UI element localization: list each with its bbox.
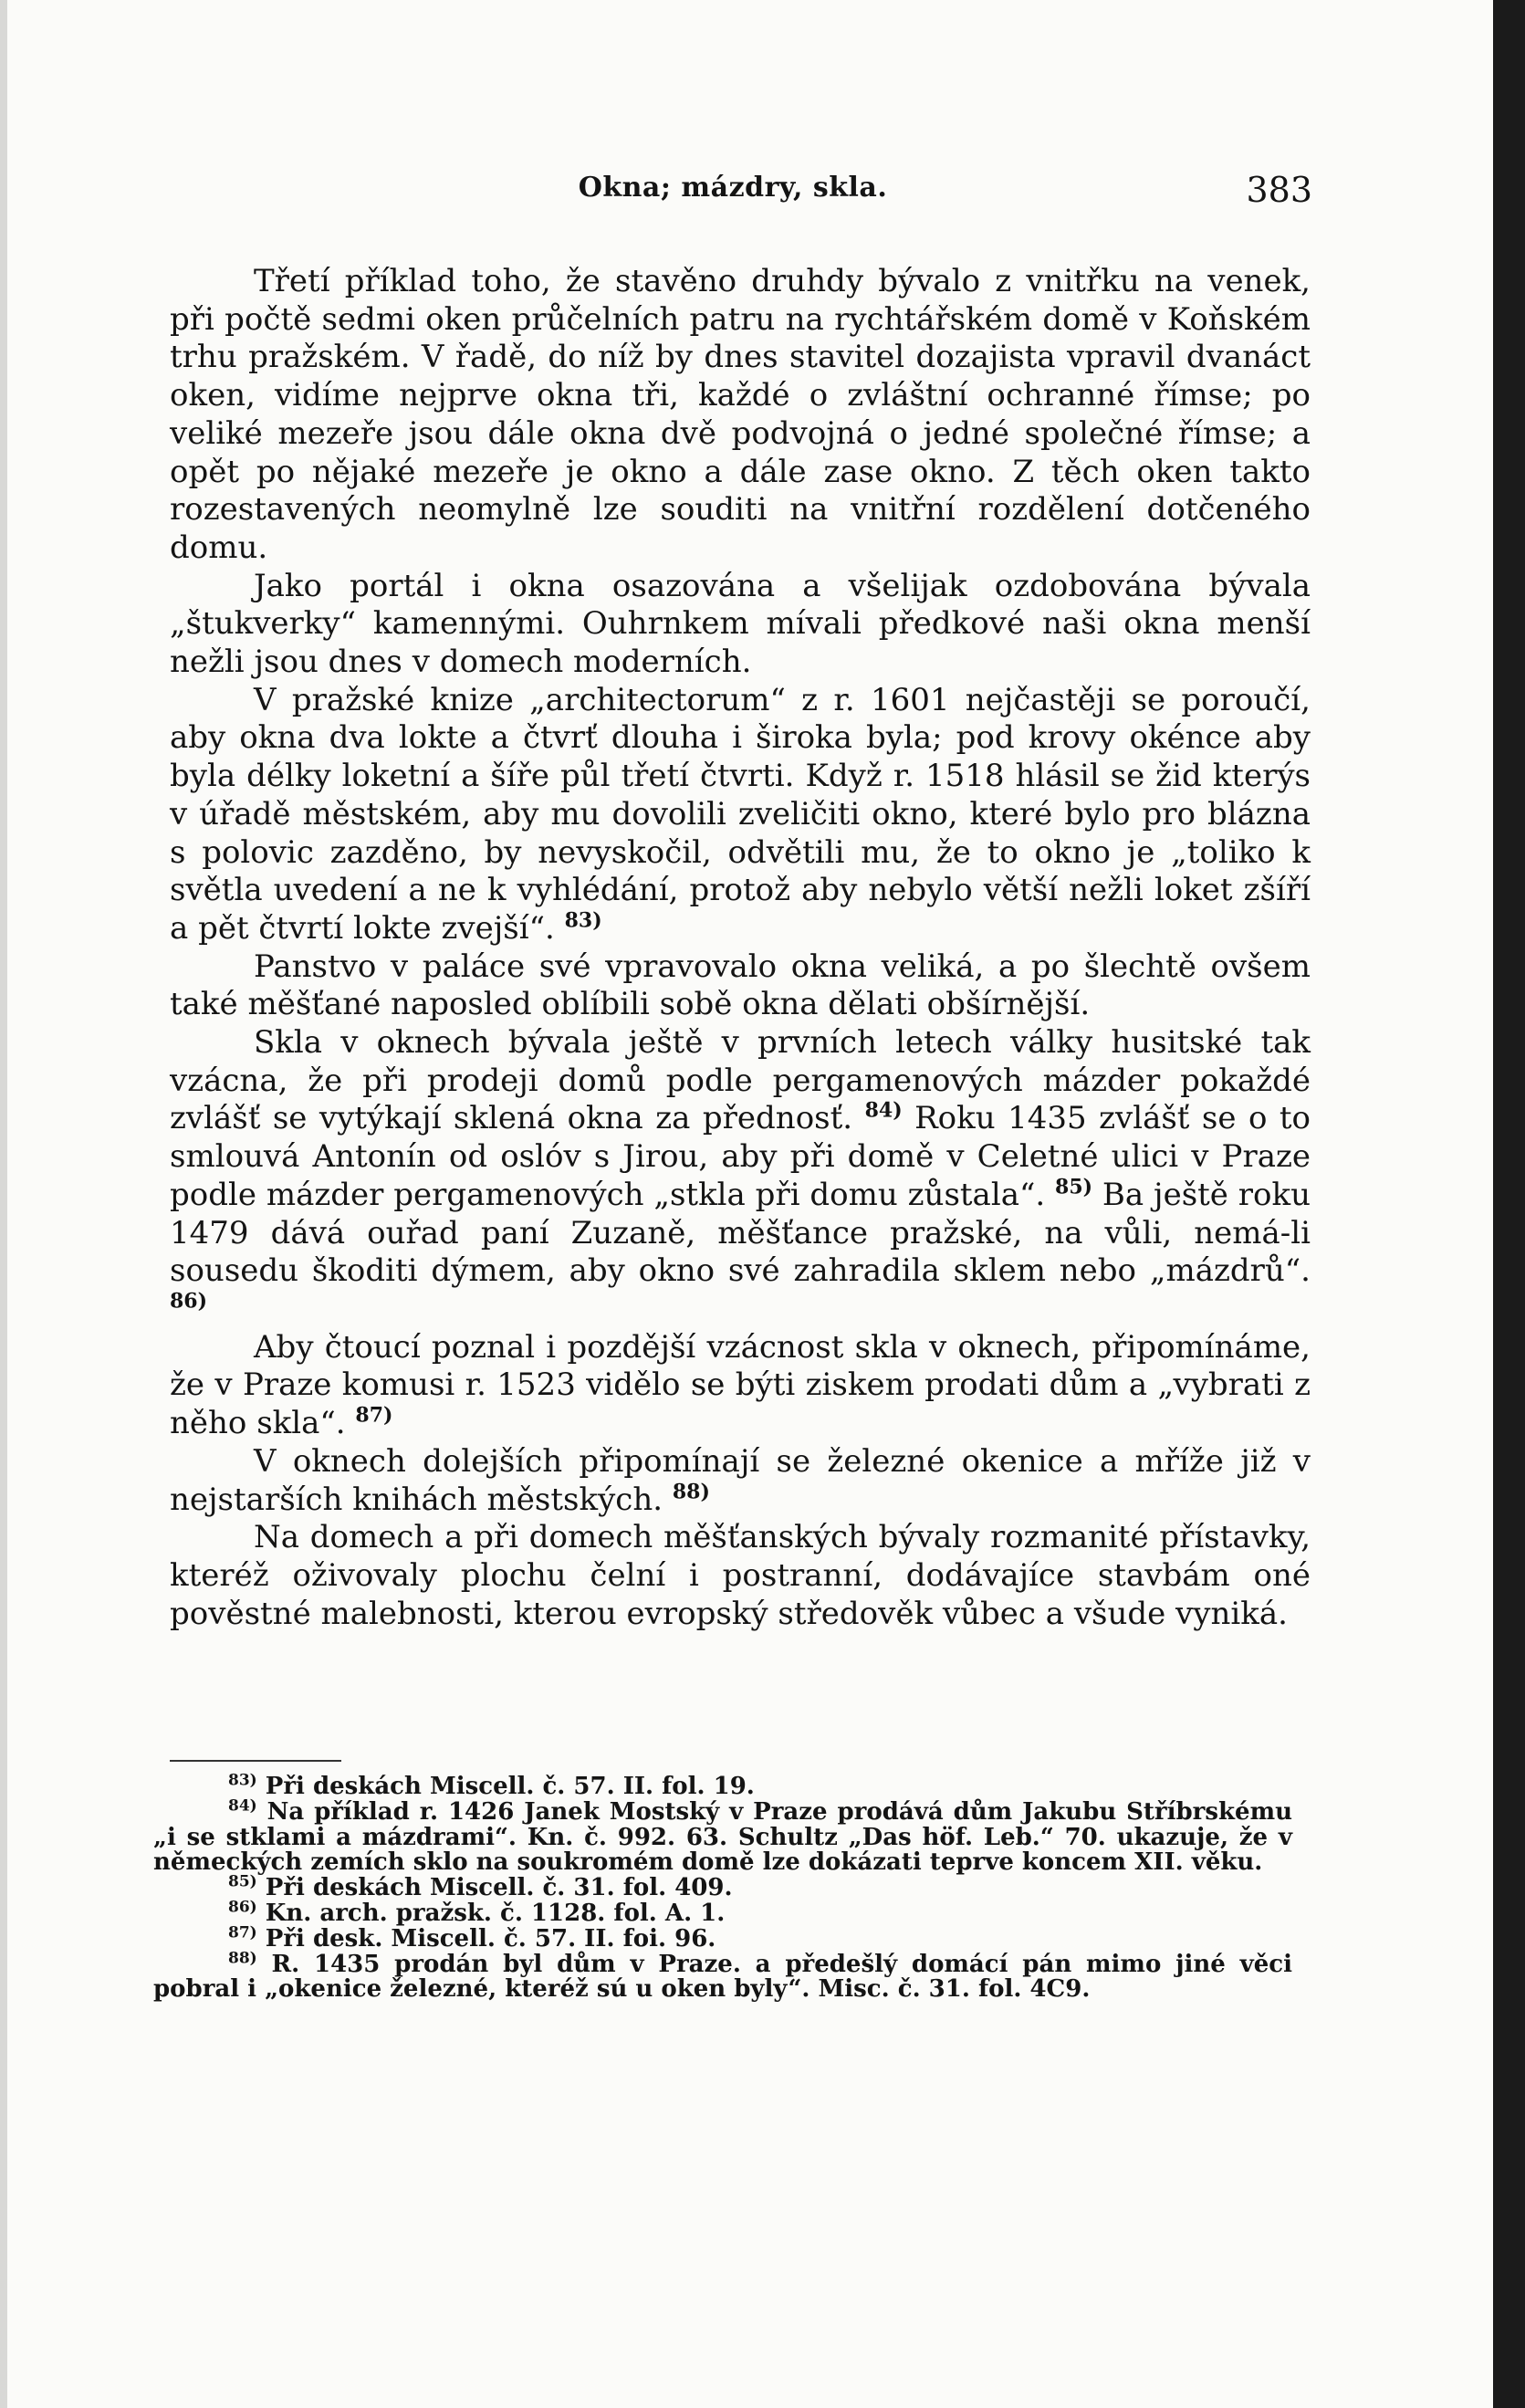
paragraph: Panstvo v paláce své vpravovalo okna veliká, a po šlechtě ovšem také měšťané naposled oblíbili sobě okna dělati obšírnější. [170,947,1311,1023]
page-header [153,162,1312,217]
paragraph: V pražské knize „architectorum“ z r. 1601 nejčastěji se poroučí, aby okna dva lokte a čtvrť dlouha i široka byla; pod krovy okénce aby byla délky loketní a šíře půl třetí čtvrti. Když r. 1518 hlásil se žid kterýs v úřadě městském, aby mu dovolili zveličiti okno, které bylo pro blázna s polovic zazděno, by nevyskočil, odvětili mu, že to okno je „toliko k světla uvedení a ne k vyhlédání, protož aby nebylo větší nežli loket zšíří a pět čtvrtí lokte zvejší“. $^{83)}$ [170,681,1311,947]
note-ref-86: 86) [170,1289,208,1314]
paragraph: Na domech a při domech měšťanských bývaly rozmanité přístavky, kteréž oživovaly plochu čelní i postranní, dodávajíce stavbám oné pověstné malebnosti, kterou evropský středověk vůbec a všude vyniká. [170,1519,1311,1632]
footnotes [153,1771,1292,2004]
note-ref-84: 84) [864,1099,903,1124]
paragraph: Skla v oknech bývala ještě v prvních letech války husitské tak vzácna, že při prodeji domů podle pergamenových mázder pokaždé zvlášť se vytýkají sklená okna za přednosť. $^{84)}$ Roku 1435 zvlášť se o to smlouvá Antonín od oslóv s Jirou, aby při domě v Celetné ulici v Praze podle mázder pergamenových „stkla při domu zůstala“. $^{85)}$ Ba ještě roku 1479 dává ouřad paní Zuzaně, měšťance pražské, na vůli, nemá-li sousedu škoditi dýmem, aby okno své zahradila sklem nebo „mázdrů“. $^{86)}$ [170,1024,1311,1314]
paragraph: V oknech dolejších připomínají se železné okenice a mříže již v nejstarších knihách městských. $^{88)}$ [170,1442,1311,1518]
note-ref-88: 88) [672,1480,710,1504]
paragraph: Aby čtoucí poznal i pozdější vzácnost skla v oknech, připomínáme, že v Praze komusi r. 1523 vidělo se býti ziskem prodati dům a „vybrati z něho skla“. $^{87)}$ [170,1328,1311,1442]
main-text [170,263,1311,1633]
page-number: 383 [1246,170,1312,210]
note-ref-83: 83) [564,908,602,933]
footnote-separator [170,1760,341,1762]
footnote: $^{87)}$ Při desk. Miscell. č. 57. II. foi. 96. [228,1923,716,1953]
footnote: $^{83)}$ Při deskách Miscell. č. 57. II. fol. 19. [228,1771,755,1800]
paragraph: Jako portál i okna osazována a všelijak ozdobována bývala „štukverky“ kamennými. Ouhrnkem mívali předkové naši okna menší nežli jsou dnes v domech moderních. [170,567,1311,681]
footnote: $^{86)}$ Kn. arch. pražsk. č. 1128. fol. A. 1. [228,1898,726,1927]
note-ref-87: 87) [355,1403,393,1428]
running-head: Okna; mázdry, skla. [578,172,888,204]
paragraph: Třetí příklad toho, že stavěno druhdy bývalo z vnitřku na venek, při počtě sedmi oken průčelních patru na rychtářském domě v Koňském trhu pražském. V řadě, do níž by dnes stavitel dozajista vpravil dvanáct oken, vidíme nejprve okna tři, každé o zvláštní ochranné římse; po veliké mezeře jsou dále okna dvě podvojná o jedné společné římse; a opět po nějaké mezeře je okno a dále zase okno. Z těch oken takto rozestavených neomylně lze souditi na vnitřní rozdělení dotčeného domu. [170,263,1311,566]
footnote: $^{88)}$ R. 1435 prodán byl dům v Praze. a předešlý domácí pán mimo jiné věci pobral i „okenice železné, kteréž sú u oken byly“. Misc. č. 31. fol. 4C9. [153,1948,1292,2004]
note-ref-85: 85) [1055,1175,1093,1199]
footnote: $^{84)}$ Na příklad r. 1426 Janek Mostský v Praze prodává dům Jakubu Stříbrskému „i se stklami a mázdrami“. Kn. č. 992. 63. Schultz „Das höf. Leb.“ 70. ukazuje, že v německých zemích sklo na soukromém domě lze dokázati teprve koncem XII. věku. [153,1796,1292,1877]
footnote: $^{85)}$ Při deskách Miscell. č. 31. fol. 409. [228,1872,733,1902]
